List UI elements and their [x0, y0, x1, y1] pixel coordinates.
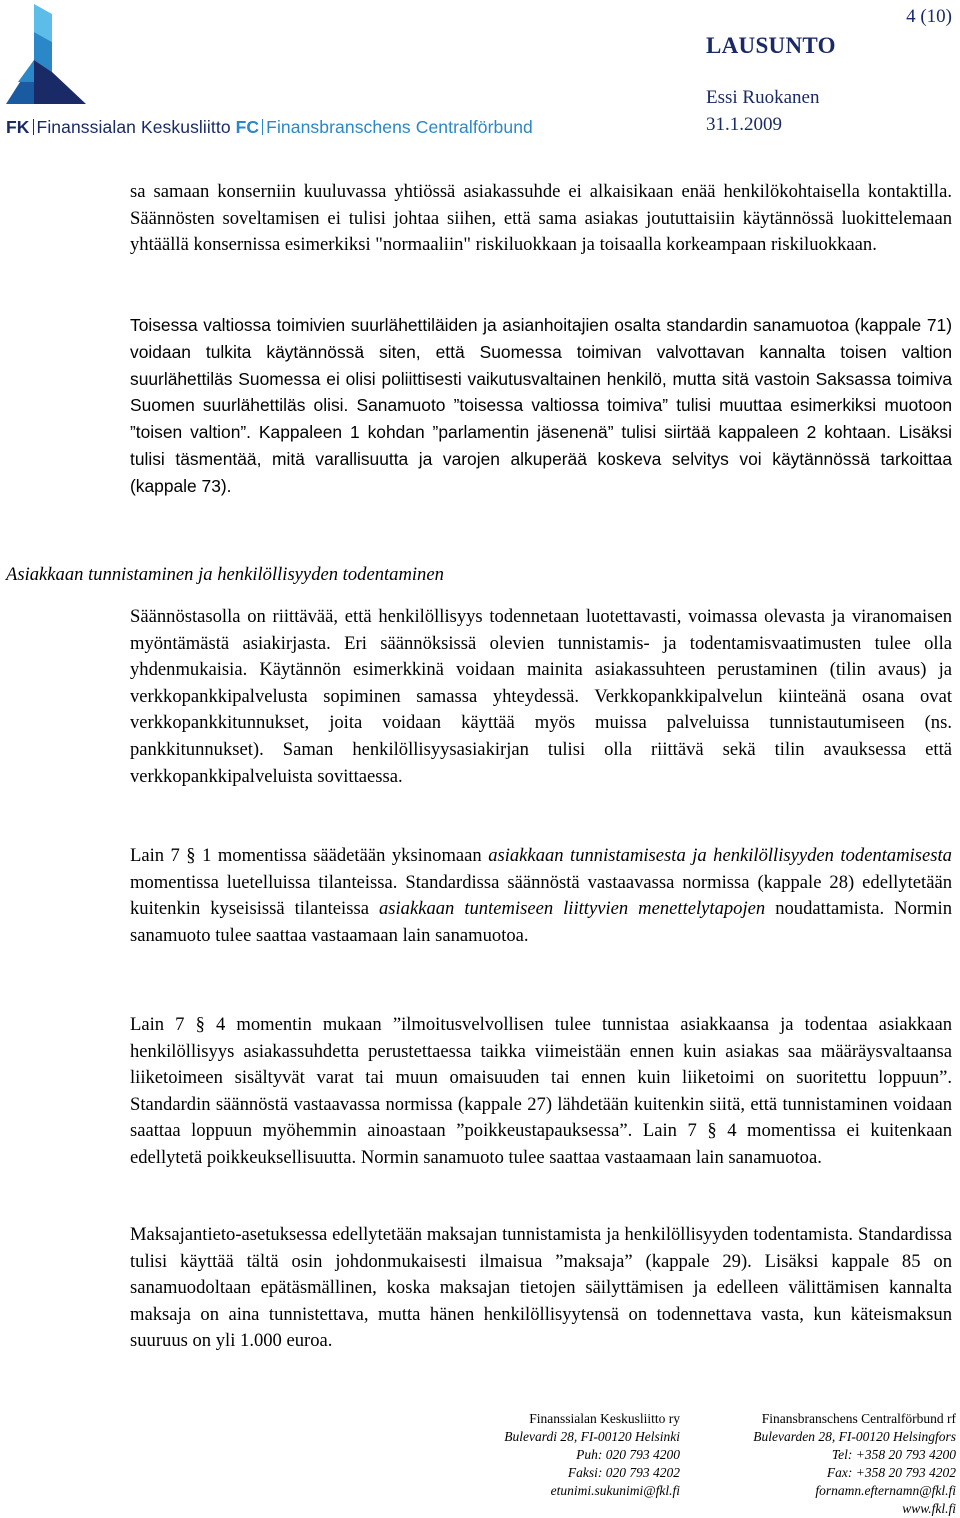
- footer-street: Bulevardi 28, FI-00120 Helsinki: [504, 1429, 680, 1444]
- author-name: Essi Ruokanen: [706, 87, 820, 108]
- brand-fk-abbrev: FK: [6, 117, 30, 137]
- footer-email: etunimi.sukunimi@fkl.fi: [550, 1483, 680, 1498]
- paragraph-1: sa samaan konserniin kuuluvassa yhtiössä asiakassuhde ei alkaisikaan enää henkilökohtaisella kontaktilla. Säännösten soveltamisen ei tulisi johtaa siihen, että sama asiakas joututtaisiin käytännössä luokittelemaan yhtäällä konsernissa esimerkiksi "normaaliin" riskiluokkaan ja toisaalla korkeampaan riskiluokkaan.: [130, 181, 952, 256]
- fk-logo-icon: [4, 2, 86, 108]
- paragraph-6: Maksajantieto-asetuksessa edellytetään maksajan tunnistamista ja henkilöllisyyden todentamista. Standardissa tulisi käyttää tältä osin johdonmukaisesti ilmaisua ”maksaja” (kappale 29). Lisäksi kappale 85 on sanamuodoltaan epätäsmällinen, koska maksajan tietojen säilyttämisen ja edelleen välittämisen kannalta maksaja on aina tunnistettava, mutta hänen henkilöllisyytensä on todennettava vasta, kun käteismaksun suuruus on yli 1.000 euroa.: [130, 1224, 952, 1352]
- footer-street: Bulevarden 28, FI-00120 Helsingfors: [753, 1429, 956, 1444]
- brand-separator: [262, 119, 263, 135]
- paragraph-4-text: Lain 7 § 1 momentissa säädetään yksinomaan: [130, 845, 489, 866]
- brand-fc-abbrev: FC: [235, 117, 260, 137]
- paragraph-4-emphasis: asiakkaan tunnistamisesta ja henkilöllisyyden todentamisesta: [488, 845, 952, 866]
- paragraph-5: Lain 7 § 4 momentin mukaan ”ilmoitusvelvollisen tulee tunnistaa asiakkaansa ja todentaa asiakkaan henkilöllisyys asiakassuhdetta perustettaessa taikka viimeistään ennen kuin asiakas saa määräysvaltaansa liiketoimeen sisältyvät varat tai muun omaisuuden tai ennen kuin liiketoimi on suoritettu loppuun”. Standardin säännöstä vastaavassa normissa (kappale 27) lähdetään kuitenkin siitä, että tunnistaminen voidaan saattaa loppuun myöhemmin ainoastaan ”poikkeustapauksessa”. Lain 7 § 4 momentissa ei kuitenkaan edellytetä poikkeuksellisuutta. Normin sanamuoto tulee saattaa vastaamaan lain sanamuotoa.: [130, 1014, 952, 1168]
- footer-fax: Fax: +358 20 793 4202: [826, 1465, 956, 1480]
- footer-fax: Faksi: 020 793 4202: [567, 1465, 680, 1480]
- brand-fk-name: Finanssialan Keskusliitto: [36, 117, 231, 137]
- brand-separator: [33, 119, 34, 135]
- paragraph-4-emphasis: asiakkaan tuntemiseen liittyvien menettelytapojen: [378, 898, 766, 920]
- footer-finnish-address: [470, 1410, 680, 1500]
- organization-brand-line: [6, 117, 533, 138]
- footer-website: www.fkl.fi: [902, 1501, 956, 1516]
- footer-phone: Tel: +358 20 793 4200: [831, 1447, 956, 1462]
- document-date: 31.1.2009: [706, 114, 782, 135]
- footer-phone: Puh: 020 793 4200: [576, 1447, 680, 1462]
- paragraph-4-text: noudattamista. Normin sanamuoto tulee saattaa vastaamaan lain sanamuotoa.: [130, 898, 952, 946]
- footer-email: fornamn.efternamn@fkl.fi: [815, 1483, 956, 1498]
- document-type: LAUSUNTO: [706, 33, 836, 58]
- footer-org-name: Finanssialan Keskusliitto ry: [529, 1411, 680, 1426]
- paragraph-4-text: momentissa luetelluissa tilanteissa. Standardissa säännöstä vastaavassa normissa (kappale 28) edellytetään kuitenkin kyseisissä tilanteissa: [130, 871, 952, 920]
- footer-org-name: Finansbranschens Centralförbund rf: [761, 1411, 956, 1426]
- footer-swedish-address: [700, 1410, 956, 1518]
- paragraph-2: Toisessa valtiossa toimivien suurlähettiläiden ja asianhoitajien osalta standardin sanamuotoa (kappale 71) voidaan tulkita käytännössä siten, että Suomessa toimivan valvottavan kannalta toisen valtion suurlähettiläs Suomessa ei olisi poliittisesti vaikutusvaltainen henkilö, mutta sitä vastoin Saksassa toimiva Suomen suurlähettiläs olisi. Sanamuoto ”toisessa valtiossa toimiva” tulisi muuttaa esimerkiksi muotoon ”toisen valtion”. Kappaleen 1 kohdan ”parlamentin jäsenenä” tulisi siirtää kappaleen 2 kohtaan. Lisäksi tulisi täsmentää, mitä varallisuutta ja varojen alkuperää koskeva selvitys voi käytännössä tarkoittaa (kappale 73).: [130, 315, 952, 496]
- section-heading: Asiakkaan tunnistaminen ja henkilöllisyyden todentaminen: [6, 564, 444, 585]
- paragraph-3: Säännöstasolla on riittävää, että henkilöllisyys todennetaan luotettavasti, voimassa olevasta ja viranomaisen myöntämästä asiakirjasta. Eri säännöksissä olevien tunnistamis- ja todentamisvaatimusten tulee olla yhdenmukaisia. Käytännön esimerkkinä voidaan mainita asiakassuhteen perustaminen (tilin avaus) ja verkkopankkipalvelusta sopiminen samassa yhteydessä. Verkkopankkipalvelun kiinteänä osana ovat verkkopankkitunnukset, joita voidaan käyttää myös muissa palveluissa tunnistautumiseen (ns. pankkitunnukset). Saman henkilöllisyysasiakirjan tulisi olla riittävä sekä tilin avauksessa että verkkopankkipalveluista sovittaessa.: [130, 606, 952, 787]
- page-number: 4 (10): [906, 6, 952, 27]
- brand-fc-name: Finansbranschens Centralförbund: [266, 117, 533, 137]
- paragraph-4: [130, 843, 952, 949]
